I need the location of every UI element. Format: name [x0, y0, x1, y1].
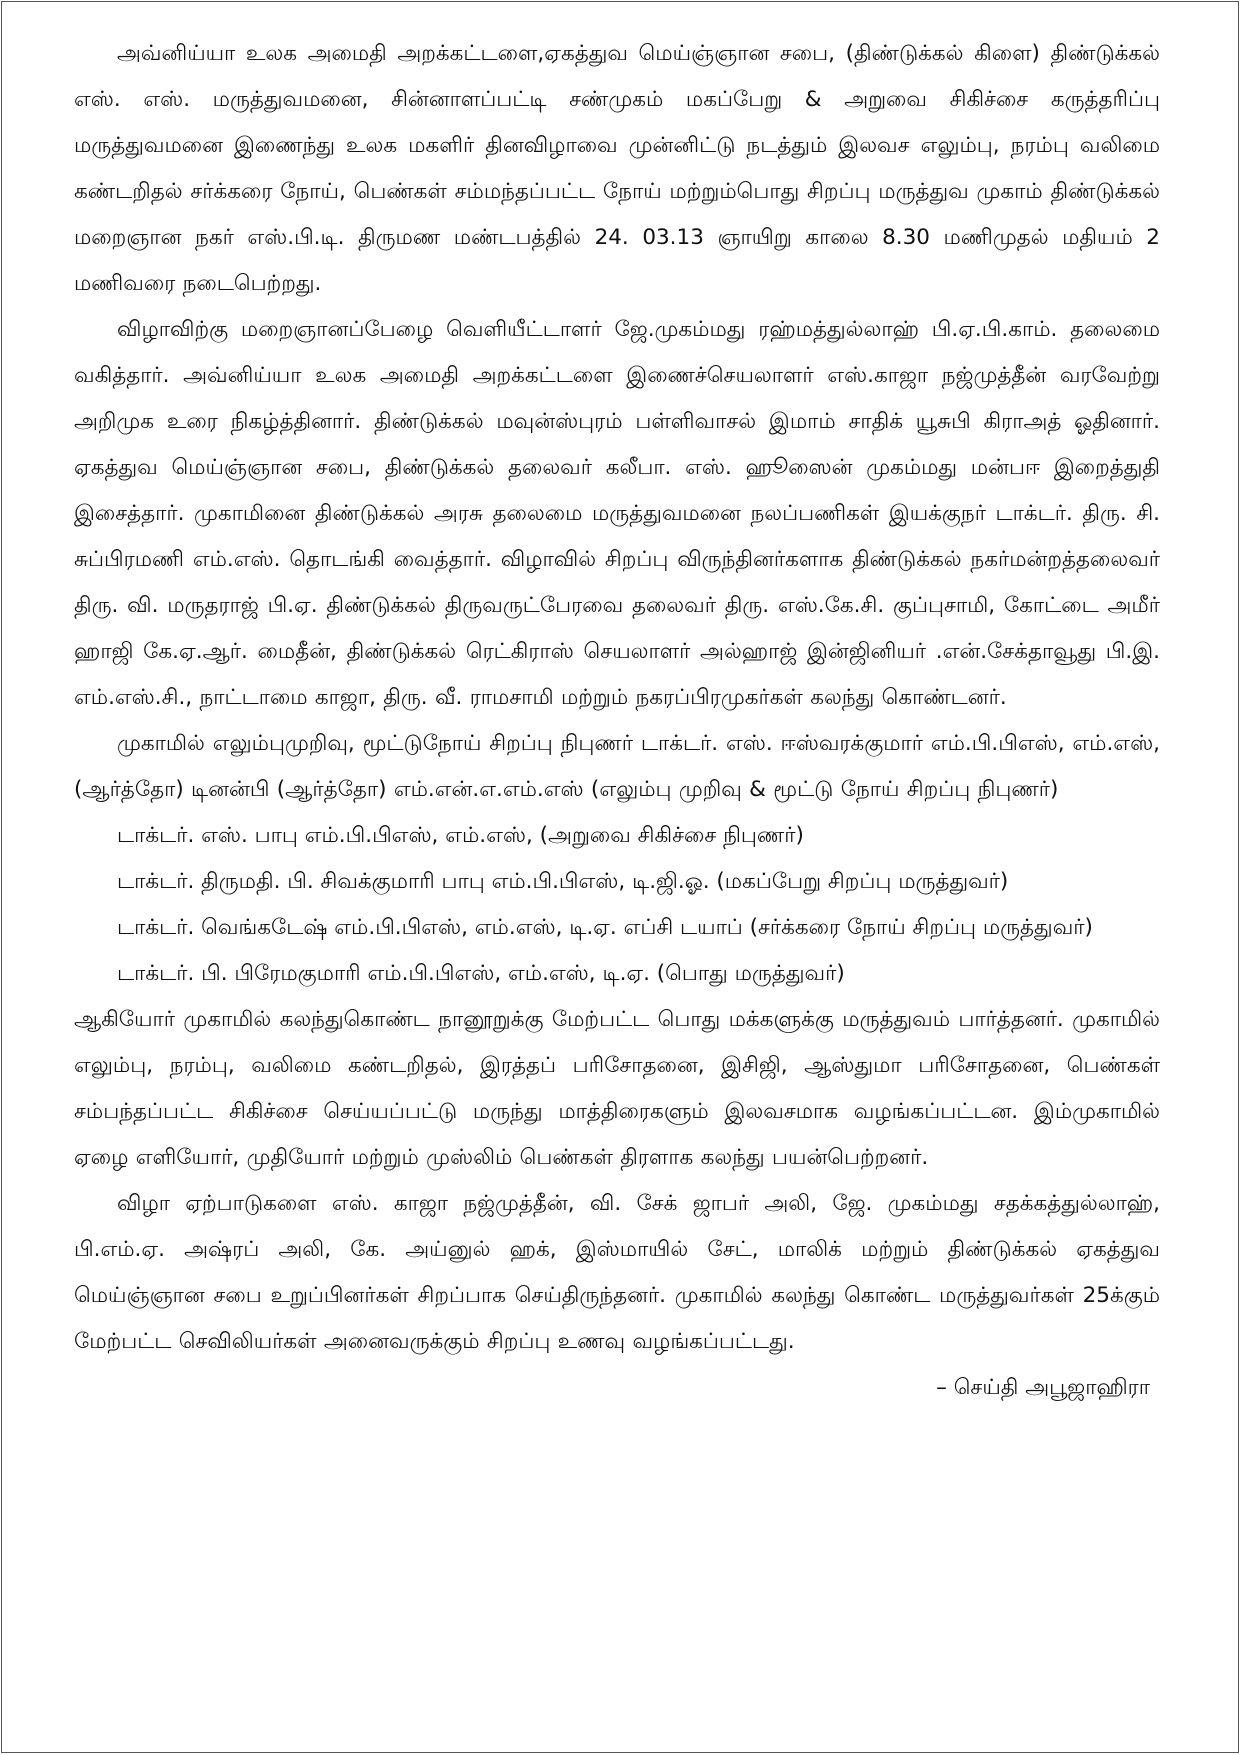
paragraph-camp-services: ஆகியோர் முகாமில் கலந்துகொண்ட நானூறுக்கு மேற்பட்ட பொது மக்களுக்கு மருத்துவம் பார்த்தனர். முகாமில் எலும்பு, நரம்பு, வலிமை கண்டறிதல், இரத்தப் பரிசோதனை, இசிஜி, ஆஸ்துமா பரிசோதனை, பெண்கள் சம்பந்தப்பட்ட சிகிச்சை செய்யப்பட்டு மருந்து மாத்திரைகளும் இலவசமாக வழங்கப்பட்டன. இம்முகாமில் ஏழை எளியோர், முதியோர் மற்றும் முஸ்லிம் பெண்கள் திரளாக கலந்து பயன்பெற்றனர்.	[74, 1007, 1160, 1170]
paragraph-ceremony-guests: விழாவிற்கு மறைஞானப்பேழை வெளியீட்டாளர் ஜே.முகம்மது ரஹ்மத்துல்லாஹ் பி.ஏ.பி.காம். தலைமை வகித்தார். அவ்னிய்யா உலக அமைதி அறக்கட்டளை இணைச்செயலாளர் எஸ்.காஜா நஜ்முத்தீன் வரவேற்று அறிமுக உரை நிகழ்த்தினார். திண்டுக்கல் மவுன்ஸ்புரம் பள்ளிவாசல் இமாம் சாதிக் யூசுபி கிராஅத் ஓதினார். ஏகத்துவ மெய்ஞ்ஞான சபை, திண்டுக்கல் தலைவர் கலீபா. எஸ். ஹூஸைன் முகம்மது மன்பஈ இறைத்துதி இசைத்தார். முகாமினை திண்டுக்கல் அரசு தலைமை மருத்துவமனை நலப்பணிகள் இயக்குநர் டாக்டர். திரு. சி. சுப்பிரமணி எம்.எஸ். தொடங்கி வைத்தார். விழாவில் சிறப்பு விருந்தினர்களாக திண்டுக்கல் நகர்மன்றத்தலைவர் திரு. வி. மருதராஜ் பி.ஏ. திண்டுக்கல் திருவருட்பேரவை தலைவர் திரு. எஸ்.கே.சி. குப்புசாமி, கோட்டை அமீர் ஹாஜி கே.ஏ.ஆர். மைதீன், திண்டுக்கல் ரெட்கிராஸ் செயலாளர் அல்ஹாஜ் இன்ஜினியர் .என்.சேக்தாவூது பி.இ. எம்.எஸ்.சி., நாட்டாமை காஜா, திரு. வீ. ராமசாமி மற்றும் நகரப்பிரமுகர்கள் கலந்து கொண்டனர்.	[74, 317, 1160, 710]
doctor-list-item: டாக்டர். எஸ். பாபு எம்.பி.பிஎஸ், எம்.எஸ், (அறுவை சிகிச்சை நிபுணர்)	[117, 823, 804, 848]
doctor-list-item: டாக்டர். பி. பிரேமகுமாரி எம்.பி.பிஎஸ், எம்.எஸ், டி.ஏ. (பொது மருத்துவர்)	[117, 961, 845, 986]
paragraph-event-intro: அவ்னிய்யா உலக அமைதி அறக்கட்டளை,ஏகத்துவ மெய்ஞ்ஞான சபை, (திண்டுக்கல் கிளை) திண்டுக்கல் எஸ். எஸ். மருத்துவமனை, சின்னாளப்பட்டி சண்முகம் மகப்பேறு & அறுவை சிகிச்சை கருத்தரிப்பு மருத்துவமனை இணைந்து உலக மகளிர் தினவிழாவை முன்னிட்டு நடத்தும் இலவச எலும்பு, நரம்பு வலிமை கண்டறிதல் சர்க்கரை நோய், பெண்கள் சம்மந்தப்பட்ட நோய் மற்றும்பொது சிறப்பு மருத்துவ முகாம் திண்டுக்கல் மறைஞான நகர் எஸ்.பி.டி. திருமண மண்டபத்தில் 24. 03.13 ஞாயிறு காலை 8.30 மணிமுதல் மதியம் 2 மணிவரை நடைபெற்றது.	[74, 41, 1160, 296]
doctor-list-item: டாக்டர். வெங்கடேஷ் எம்.பி.பிஎஸ், எம்.எஸ், டி.ஏ. எப்சி டயாப் (சர்க்கரை நோய் சிறப்பு மருத்துவர்)	[117, 915, 1093, 940]
news-signature: – செய்தி அபூஜாஹிரா	[936, 1375, 1150, 1400]
doctor-list-item: டாக்டர். திருமதி. பி. சிவக்குமாரி பாபு எம்.பி.பிஎஸ், டி.ஜி.ஓ. (மகப்பேறு சிறப்பு மருத்துவர்)	[117, 869, 1009, 894]
doctor-list	[74, 813, 1160, 997]
document-page	[1, 1, 1239, 1753]
paragraph-camp-specialist: முகாமில் எலும்புமுறிவு, மூட்டுநோய் சிறப்பு நிபுணர் டாக்டர். எஸ். ஈஸ்வரக்குமார் எம்.பி.பிஎஸ், எம்.எஸ், (ஆர்த்தோ) டினன்பி (ஆர்த்தோ) எம்.என்.எ.எம்.எஸ் (எலும்பு முறிவு & மூட்டு நோய் சிறப்பு நிபுணர்)	[74, 731, 1160, 802]
paragraph-arrangements: விழா ஏற்பாடுகளை எஸ். காஜா நஜ்முத்தீன், வி. சேக் ஜாபர் அலி, ஜே. முகம்மது சதக்கத்துல்லாஹ், பி.எம்.ஏ. அஷ்ரப் அலி, கே. அய்னுல் ஹக், இஸ்மாயில் சேட், மாலிக் மற்றும் திண்டுக்கல் ஏகத்துவ மெய்ஞ்ஞான சபை உறுப்பினர்கள் சிறப்பாக செய்திருந்தனர். முகாமில் கலந்து கொண்ட மருத்துவர்கள் 25க்கும் மேற்பட்ட செவிலியர்கள் அனைவருக்கும் சிறப்பு உணவு வழங்கப்பட்டது.	[74, 1191, 1160, 1354]
